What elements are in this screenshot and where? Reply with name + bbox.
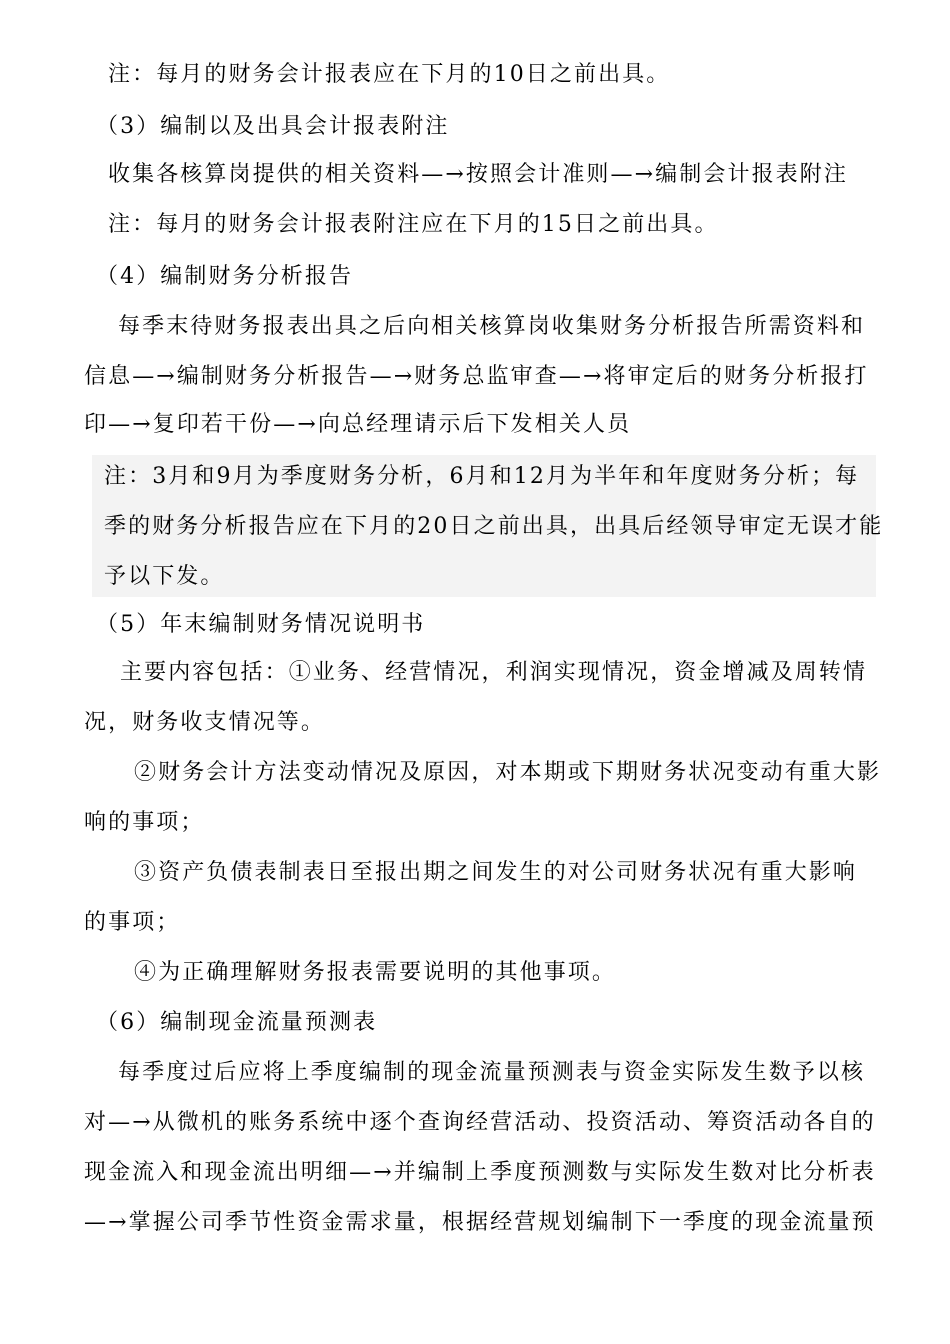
section-6-para-line-2: 对—→从微机的账务系统中逐个查询经营活动、投资活动、筹资活动各自的 bbox=[84, 1110, 876, 1135]
section-5-item-3-line-2: 的事项； bbox=[84, 910, 181, 935]
section-4-para-line-1: 每季末待财务报表出具之后向相关核算岗收集财务分析报告所需资料和 bbox=[118, 314, 866, 339]
section-6-para-line-3: 现金流入和现金流出明细—→并编制上季度预测数与实际发生数对比分析表 bbox=[84, 1160, 876, 1185]
section-6-heading: （6）编制现金流量预测表 bbox=[96, 1010, 378, 1035]
section-4-heading: （4）编制财务分析报告 bbox=[96, 264, 354, 289]
section-5-item-3-line-1: ③资产负债表制表日至报出期之间发生的对公司财务状况有重大影响 bbox=[134, 860, 858, 885]
section-4-para-line-3: 印—→复印若干份—→向总经理请示后下发相关人员 bbox=[84, 412, 632, 437]
section-4-note-line-3: 予以下发。 bbox=[104, 564, 225, 589]
section-5-heading: （5）年末编制财务情况说明书 bbox=[96, 612, 426, 637]
section-4-note-line-1: 注：3月和9月为季度财务分析，6月和12月为半年和年度财务分析；每 bbox=[104, 464, 860, 489]
note-notes-deadline: 注：每月的财务会计报表附注应在下月的15日之前出具。 bbox=[108, 212, 719, 237]
section-5-item-4: ④为正确理解财务报表需要说明的其他事项。 bbox=[134, 960, 617, 985]
section-4-note-line-2: 季的财务分析报告应在下月的20日之前出具，出具后经领导审定无误才能 bbox=[104, 514, 884, 539]
section-5-item-1-line-2: 况，财务收支情况等。 bbox=[84, 710, 326, 735]
note-monthly-report-deadline: 注：每月的财务会计报表应在下月的10日之前出具。 bbox=[108, 62, 671, 87]
section-4-para-line-2: 信息—→编制财务分析报告—→财务总监审查—→将审定后的财务分析报打 bbox=[84, 364, 869, 389]
section-5-item-2-line-2: 响的事项； bbox=[84, 810, 205, 835]
section-3-heading: （3）编制以及出具会计报表附注 bbox=[96, 114, 450, 139]
section-6-para-line-1: 每季度过后应将上季度编制的现金流量预测表与资金实际发生数予以核 bbox=[118, 1060, 866, 1085]
section-5-item-2-line-1: ②财务会计方法变动情况及原因，对本期或下期财务状况变动有重大影 bbox=[134, 760, 882, 785]
section-3-flow: 收集各核算岗提供的相关资料—→按照会计准则—→编制会计报表附注 bbox=[108, 162, 848, 187]
section-5-item-1-line-1: 主要内容包括：①业务、经营情况，利润实现情况，资金增减及周转情 bbox=[120, 660, 868, 685]
section-6-para-line-4: —→掌握公司季节性资金需求量，根据经营规划编制下一季度的现金流量预 bbox=[84, 1210, 876, 1235]
